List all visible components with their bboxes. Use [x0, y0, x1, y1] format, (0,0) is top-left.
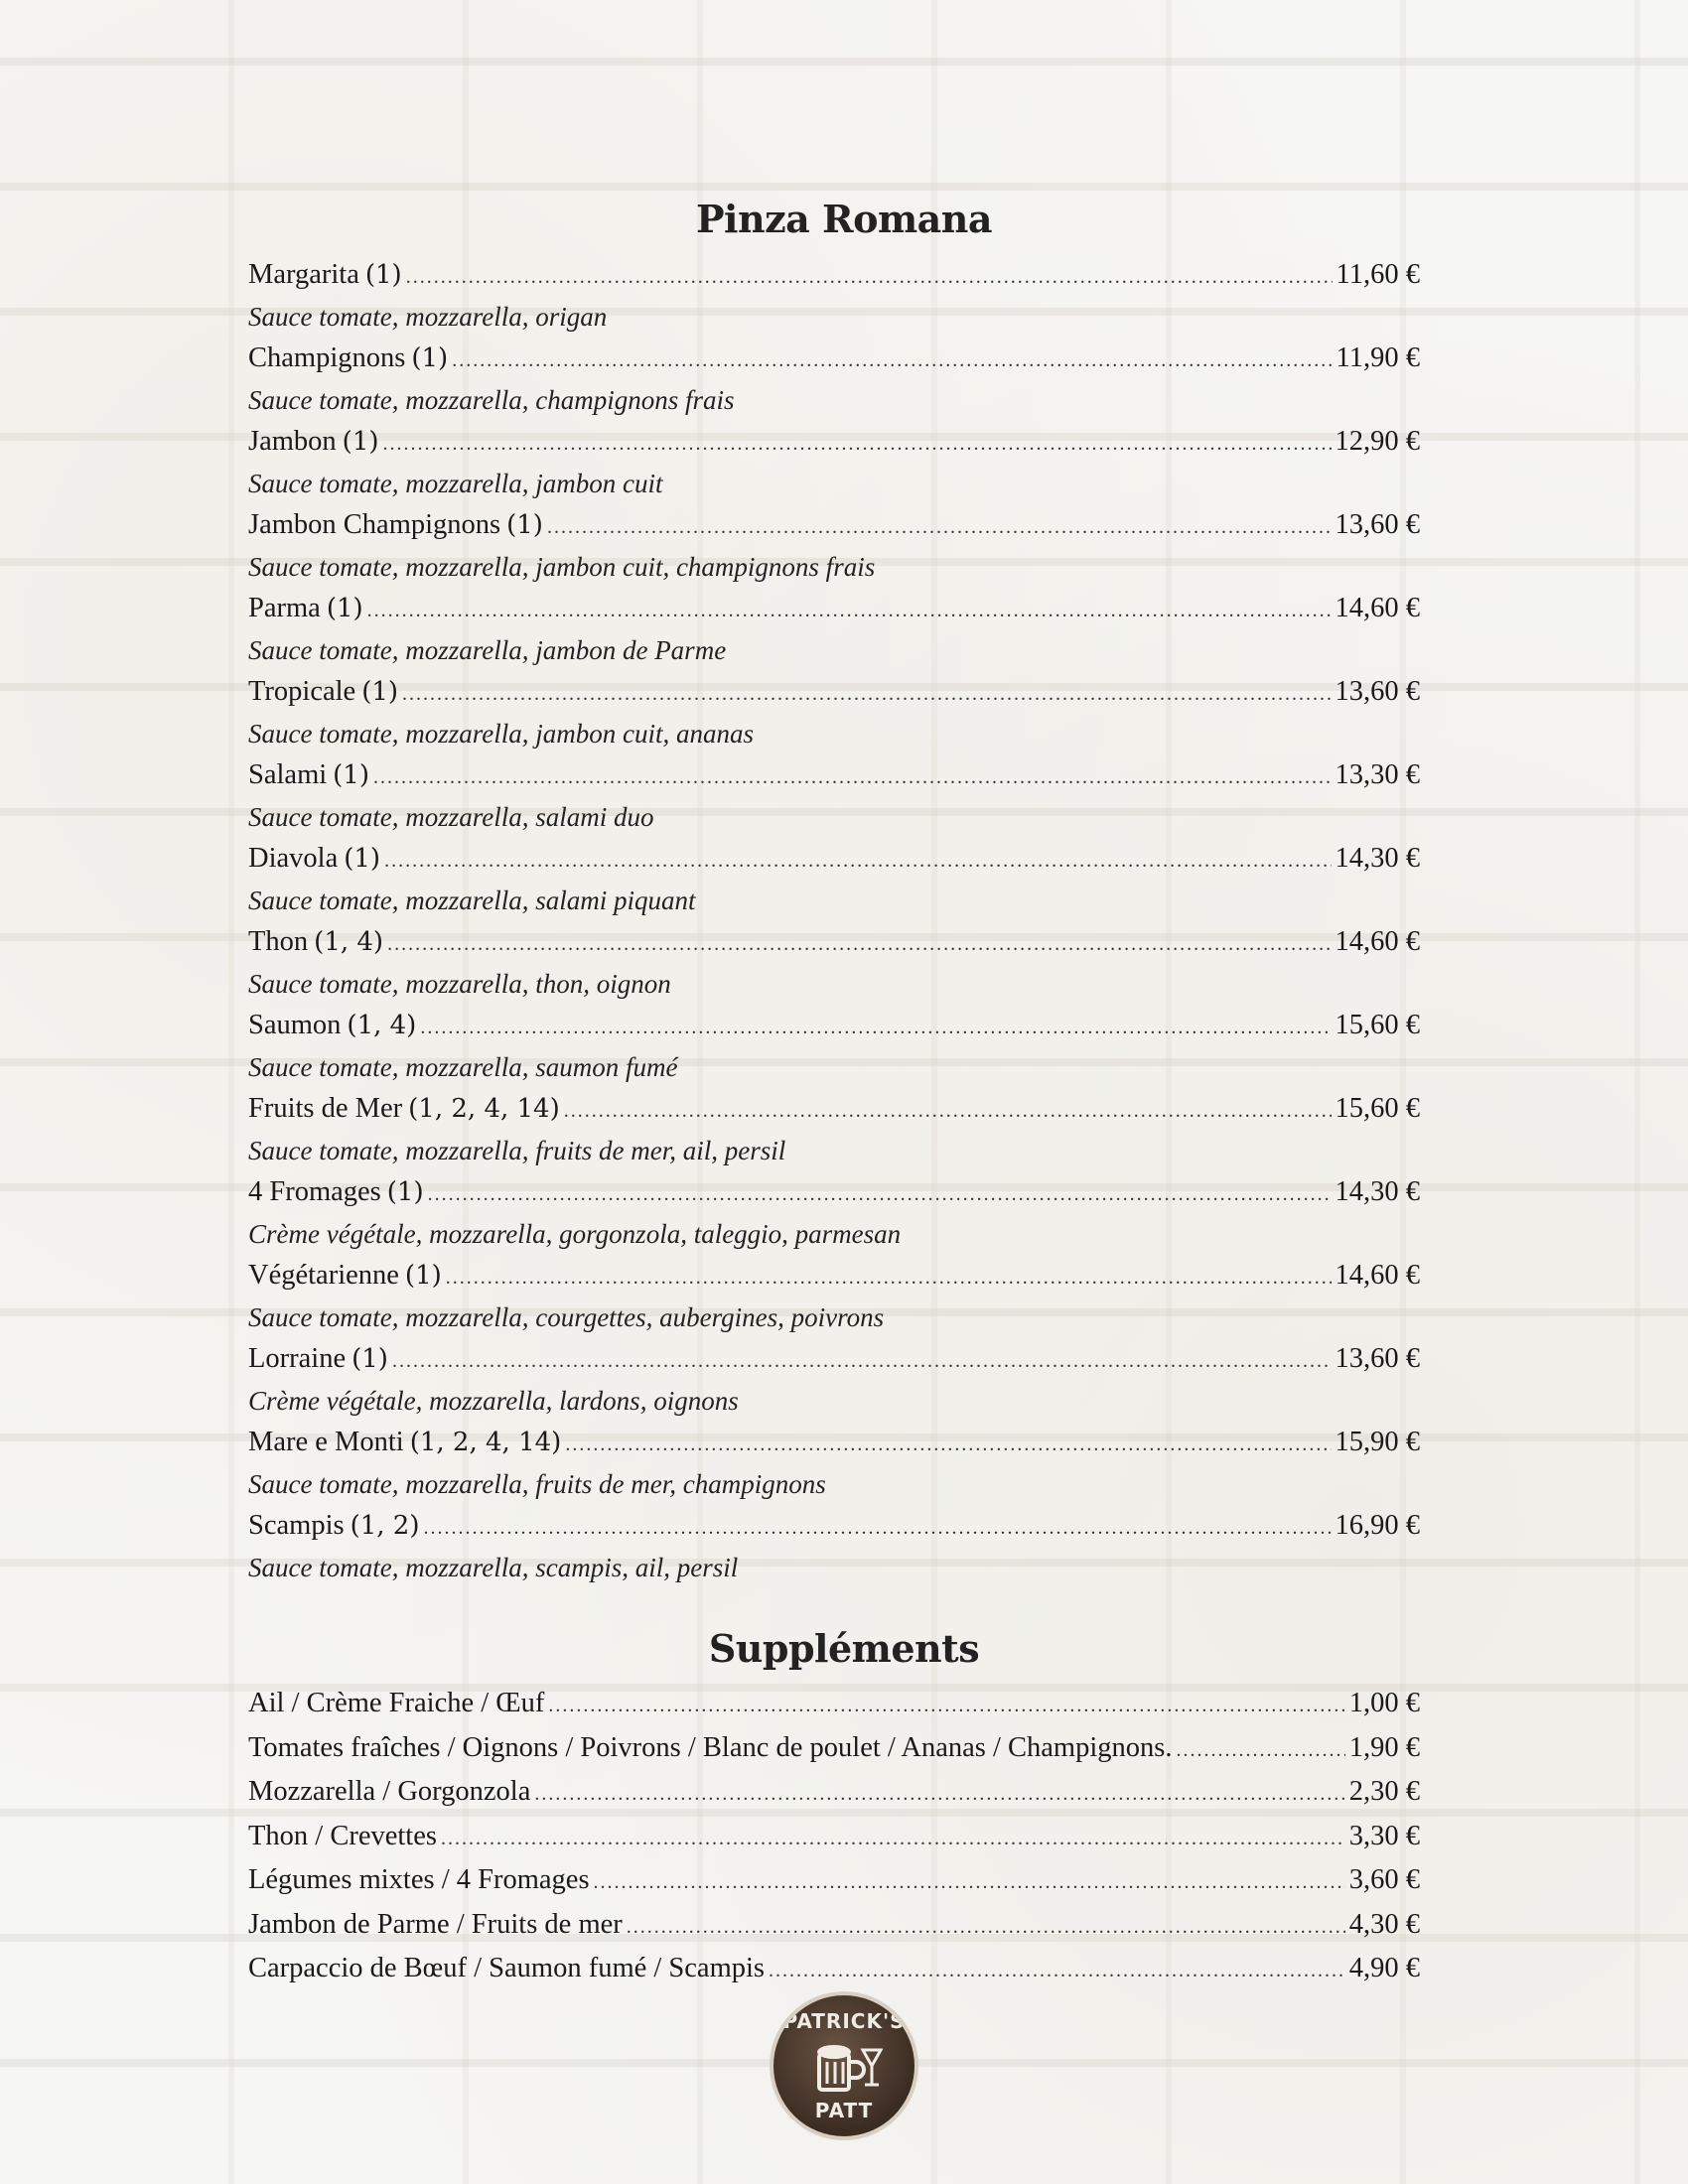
dot-leader	[428, 1173, 1332, 1215]
dot-leader	[446, 1257, 1332, 1298]
menu-item	[248, 254, 1420, 338]
item-price: 14,60 €	[1335, 926, 1420, 957]
item-description: Sauce tomate, mozzarella, salami piquant	[248, 886, 696, 915]
item-allergens: (1)	[352, 1344, 388, 1374]
dot-leader	[384, 840, 1331, 882]
dot-leader	[392, 1340, 1332, 1382]
logo-bottom-text: PATT	[814, 2099, 874, 2122]
item-name: Thon	[248, 926, 309, 957]
menu-item	[248, 754, 1420, 838]
supplement-item	[248, 1858, 1420, 1903]
item-name: Carpaccio de Bœuf / Saumon fumé / Scampis	[248, 1953, 766, 1983]
item-price: 15,60 €	[1335, 1010, 1420, 1040]
item-description: Sauce tomate, mozzarella, scampis, ail, persil	[248, 1553, 739, 1582]
item-name: Lorraine	[248, 1343, 347, 1374]
item-name: Champignons	[248, 342, 406, 373]
item-price: 13,60 €	[1335, 1343, 1420, 1374]
item-name: 4 Fromages	[248, 1176, 381, 1207]
item-name: Saumon	[248, 1010, 342, 1040]
item-name: Fruits de Mer	[248, 1093, 403, 1124]
item-allergens: (1, 2)	[350, 1511, 420, 1541]
menu-item	[248, 1005, 1420, 1088]
item-price: 13,60 €	[1335, 509, 1420, 540]
logo-top-text: PATRICK'S	[782, 2009, 906, 2033]
item-allergens: (1)	[364, 260, 402, 290]
item-price: 3,30 €	[1348, 1820, 1420, 1851]
item-price: 4,90 €	[1348, 1953, 1420, 1983]
item-price: 14,60 €	[1335, 1260, 1420, 1291]
menu-item	[248, 1505, 1420, 1588]
item-allergens: (1, 2, 4, 14)	[408, 1094, 560, 1124]
item-name: Jambon de Parme / Fruits de mer	[248, 1908, 623, 1940]
item-description: Sauce tomate, mozzarella, fruits de mer, champignons	[248, 1469, 826, 1499]
item-name: Ail / Crème Fraiche / Œuf	[248, 1688, 545, 1718]
menu-item	[248, 504, 1420, 588]
supplement-item	[248, 1903, 1420, 1948]
item-description: Sauce tomate, mozzarella, champignons frais	[248, 385, 735, 415]
item-description: Crème végétale, mozzarella, gorgonzola, taleggio, parmesan	[248, 1219, 902, 1249]
item-allergens: (1)	[342, 427, 379, 457]
menu-item	[248, 1171, 1420, 1255]
dot-leader	[769, 1949, 1345, 1993]
menu-item	[248, 671, 1420, 754]
item-name: Margarita	[248, 259, 359, 290]
item-name: Diavola	[248, 843, 339, 874]
item-name: Parma	[248, 593, 321, 623]
item-price: 11,60 €	[1336, 259, 1420, 290]
item-price: 14,30 €	[1335, 1176, 1420, 1207]
dot-leader	[383, 423, 1332, 465]
item-name: Scampis	[248, 1510, 345, 1541]
item-name: Jambon	[248, 426, 337, 457]
supplements-list	[248, 1682, 1420, 1991]
item-allergens: (1)	[386, 1177, 424, 1207]
dot-leader	[594, 1860, 1345, 1905]
item-description: Crème végétale, mozzarella, lardons, oignons	[248, 1386, 739, 1416]
supplement-item	[248, 1815, 1420, 1859]
menu-item	[248, 588, 1420, 671]
dot-leader	[547, 506, 1332, 548]
item-price: 14,60 €	[1335, 593, 1420, 623]
item-allergens: (1)	[333, 760, 369, 790]
item-description: Sauce tomate, mozzarella, jambon cuit, ananas	[248, 719, 754, 749]
item-name: Mozzarella / Gorgonzola	[248, 1776, 531, 1807]
item-allergens: (1, 4)	[314, 927, 384, 957]
dot-leader	[373, 756, 1332, 798]
dot-leader	[548, 1684, 1344, 1728]
item-name: Végétarienne	[248, 1260, 399, 1291]
item-allergens: (1)	[404, 1261, 442, 1291]
item-allergens: (1)	[411, 343, 449, 373]
item-allergens: (1, 2, 4, 14)	[409, 1428, 562, 1457]
menu-item	[248, 1088, 1420, 1171]
item-name: Jambon Champignons	[248, 509, 501, 540]
dot-leader	[534, 1772, 1344, 1817]
menu-item	[248, 838, 1420, 921]
item-price: 15,90 €	[1335, 1427, 1420, 1457]
item-description: Sauce tomate, mozzarella, jambon cuit, champignons frais	[248, 552, 876, 582]
pizza-section-title: Pinza Romana	[695, 197, 993, 241]
item-price: 12,90 €	[1335, 426, 1420, 457]
dot-leader	[423, 1507, 1331, 1549]
pizza-list	[248, 254, 1420, 1588]
item-name: Légumes mixtes / 4 Fromages	[248, 1864, 590, 1895]
supplement-item	[248, 1947, 1420, 1991]
item-description: Sauce tomate, mozzarella, courgettes, aubergines, poivrons	[248, 1302, 885, 1332]
menu-item	[248, 421, 1420, 504]
menu-item	[248, 338, 1420, 421]
item-name: Tomates fraîches / Oignons / Poivrons / Blanc de poulet / Ananas / Champignons.	[248, 1731, 1173, 1763]
supplement-item	[248, 1770, 1420, 1815]
menu-item	[248, 1255, 1420, 1338]
menu-item	[248, 1422, 1420, 1505]
item-description: Sauce tomate, mozzarella, salami duo	[248, 802, 654, 832]
item-price: 15,60 €	[1335, 1093, 1420, 1124]
supplements-section-title: Suppléments	[708, 1626, 980, 1671]
item-allergens: (1)	[344, 844, 381, 874]
dot-leader	[452, 340, 1332, 381]
dot-leader	[627, 1905, 1345, 1950]
dot-leader	[402, 673, 1331, 715]
item-description: Sauce tomate, mozzarella, jambon de Parme	[248, 635, 727, 665]
item-description: Sauce tomate, mozzarella, origan	[248, 302, 608, 332]
item-name: Thon / Crevettes	[248, 1820, 437, 1851]
item-price: 11,90 €	[1336, 342, 1420, 373]
item-price: 2,30 €	[1348, 1776, 1420, 1807]
item-price: 14,30 €	[1335, 843, 1420, 874]
item-price: 3,60 €	[1348, 1864, 1420, 1895]
item-allergens: (1)	[361, 677, 399, 707]
dot-leader	[564, 1090, 1332, 1132]
dot-leader	[565, 1424, 1331, 1465]
item-allergens: (1, 4)	[347, 1011, 417, 1040]
item-price: 4,30 €	[1348, 1908, 1420, 1940]
item-name: Mare e Monti	[248, 1427, 404, 1457]
dot-leader	[367, 590, 1332, 631]
item-allergens: (1)	[506, 510, 543, 540]
item-price: 13,60 €	[1335, 676, 1420, 707]
item-price: 13,30 €	[1335, 759, 1420, 790]
item-name: Tropicale	[248, 676, 356, 707]
dot-leader	[1176, 1728, 1344, 1773]
item-allergens: (1)	[326, 594, 363, 623]
item-price: 16,90 €	[1335, 1510, 1420, 1541]
item-name: Salami	[248, 759, 328, 790]
item-description: Sauce tomate, mozzarella, saumon fumé	[248, 1052, 678, 1082]
menu-item	[248, 921, 1420, 1005]
dot-leader	[441, 1817, 1345, 1861]
dot-leader	[387, 923, 1331, 965]
item-description: Sauce tomate, mozzarella, jambon cuit	[248, 469, 663, 498]
item-description: Sauce tomate, mozzarella, thon, oignon	[248, 969, 671, 999]
item-price: 1,00 €	[1348, 1688, 1420, 1718]
item-description: Sauce tomate, mozzarella, fruits de mer, ail, persil	[248, 1136, 786, 1165]
supplement-item	[248, 1682, 1420, 1726]
dot-leader	[420, 1007, 1331, 1048]
supplement-item	[248, 1726, 1420, 1771]
menu-item	[248, 1338, 1420, 1422]
beer-mug-icon	[813, 2040, 883, 2100]
item-price: 1,90 €	[1348, 1731, 1420, 1763]
dot-leader	[406, 256, 1333, 298]
patricks-patt-logo	[770, 1991, 918, 2140]
